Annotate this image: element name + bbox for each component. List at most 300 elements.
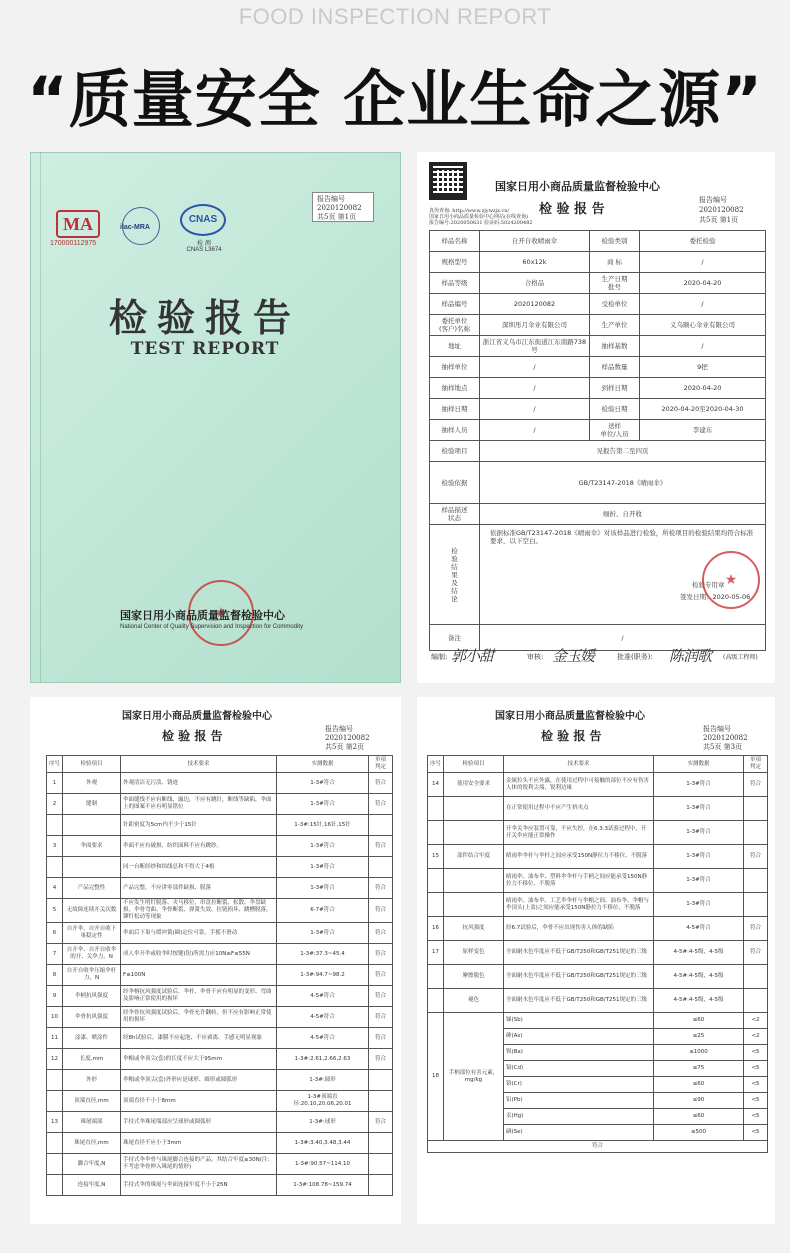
- cover-box-line: 2020120082: [317, 204, 362, 212]
- table-cell: <5: [744, 1093, 768, 1109]
- table-row: [428, 965, 768, 989]
- table-cell: 手持式伞珠尾端部应呈球形或圆弧形: [121, 1112, 277, 1133]
- table-cell: ≤75: [654, 1061, 744, 1077]
- cell-value: /: [480, 420, 590, 441]
- table-cell: 镉(Cd): [504, 1061, 654, 1077]
- table-row: [428, 989, 768, 1013]
- table-cell: 砷(As): [504, 1029, 654, 1045]
- table-cell: <5: [744, 1109, 768, 1125]
- table-cell: 4-5#符合: [277, 1007, 369, 1028]
- table-row: [430, 357, 766, 378]
- cell-label: 检 验 结 果 及 结 论: [430, 525, 480, 625]
- table-cell: 1-3#顶端直径:20.10,20.06,20.01: [277, 1091, 369, 1112]
- table-cell: 脚合牢度,N: [63, 1154, 121, 1175]
- table-cell: 1-3#:108.78~159.74: [277, 1175, 369, 1196]
- table-cell: 晴雨伞伞杆与伞杆之间应承受150N静拉力不移位、不脱落: [504, 845, 654, 869]
- table-cell: 符合: [369, 986, 393, 1007]
- table-cell: [369, 1154, 393, 1175]
- table-cell: 符合: [369, 944, 393, 965]
- cell-value: 2020-04-20: [640, 273, 766, 294]
- cell-value: /: [480, 399, 590, 420]
- table-cell: 缝制: [63, 794, 121, 815]
- table-cell: 晴雨伞、油布伞、塑料伞伞杆与手柄之间应能承受150N静拉力不移位、不脱落: [504, 869, 654, 893]
- table-cell: 手柄部位有害元素，mg/kg: [444, 1013, 504, 1141]
- table-cell: 抗风强度: [444, 917, 504, 941]
- table-row: [47, 1154, 393, 1175]
- table-cell: <5: [744, 1077, 768, 1093]
- table-cell: 符合: [369, 1049, 393, 1070]
- table-cell: 6: [47, 923, 63, 944]
- cell-value: 9把: [640, 357, 766, 378]
- page2-results-table: [46, 755, 393, 1196]
- table-cell: 在正常使用过程中不应产生挤夹点: [504, 797, 654, 821]
- ilac-text: ilac-MRA: [120, 224, 150, 231]
- table-cell: 1-3#:圆形: [277, 1070, 369, 1091]
- table-row: [47, 986, 393, 1007]
- table-row: [47, 773, 393, 794]
- table-cell: 7: [47, 944, 63, 965]
- report-page-1: [417, 152, 775, 683]
- cell-value: 见报告第二至四页: [480, 441, 766, 462]
- table-cell: 钡(Ba): [504, 1045, 654, 1061]
- table-cell: 外形: [63, 1070, 121, 1091]
- table-cell: [444, 893, 504, 917]
- slogan-heading: “质量安全 企业生命之源”: [26, 63, 764, 136]
- table-cell: 符合: [744, 773, 768, 797]
- table-row: [47, 1133, 393, 1154]
- cell-value: /: [640, 294, 766, 315]
- table-cell: <5: [744, 1061, 768, 1077]
- table-cell: 1-3#:2.61,2.66,2.63: [277, 1049, 369, 1070]
- table-cell: 符合: [369, 1007, 393, 1028]
- table-cell: [369, 815, 393, 836]
- table-cell: 1-3#:94.7~98.2: [277, 965, 369, 986]
- cnas-sub: 检 测 CNAS L3674: [186, 241, 222, 253]
- table-cell: 同一台断经纱和纬线总和不得大于4根: [121, 857, 277, 878]
- table-cell: [369, 1091, 393, 1112]
- cell-label: 样品数量: [590, 357, 640, 378]
- page3-page-info: 共5页 第3页: [703, 743, 743, 751]
- table-cell: ≤25: [654, 1029, 744, 1045]
- cell-value: /: [640, 252, 766, 273]
- table-row: [430, 294, 766, 315]
- table-cell: 4-5#:4-5级，4-5级: [654, 941, 744, 965]
- table-cell: 符合: [369, 878, 393, 899]
- approver-label: 批准(职务):: [617, 653, 653, 661]
- table-cell: 10: [47, 1007, 63, 1028]
- table-cell: 15: [428, 845, 444, 869]
- table-header-cell: 序号: [47, 756, 63, 773]
- table-cell: 1-3#:37.3~45.4: [277, 944, 369, 965]
- table-cell: 1-3#符合: [277, 857, 369, 878]
- table-cell: 顶端直径不小于8mm: [121, 1091, 277, 1112]
- table-cell: 珠尾端部: [63, 1112, 121, 1133]
- cell-label: 样品编号: [430, 294, 480, 315]
- conclusion-cell: [480, 525, 766, 625]
- table-row: [430, 504, 766, 525]
- cell-value: /: [480, 625, 766, 651]
- table-cell: [63, 815, 121, 836]
- table-cell: 部件结合牢度: [444, 845, 504, 869]
- table-cell: 伞面后下巢与缓冲簧(圈)定位可靠，手摇不滑动: [121, 923, 277, 944]
- page1-report-no: 2020120082: [699, 206, 744, 214]
- table-cell: 4-5#:4-5级，4-5级: [654, 989, 744, 1013]
- table-cell: 1-3#:90.57~114.10: [277, 1154, 369, 1175]
- table-cell: 符合: [369, 1112, 393, 1133]
- page1-org: 国家日用小商品质量监督检验中心: [495, 180, 660, 193]
- table-header-cell: 技术要求: [504, 756, 654, 773]
- table-cell: 符合: [369, 965, 393, 986]
- table-cell: [428, 965, 444, 989]
- table-cell: 13: [47, 1112, 63, 1133]
- table-row: [430, 378, 766, 399]
- table-cell: 经伞骨抗风强度试验后，伞骨允许翻转，但不应有影响正常使用的损坏: [121, 1007, 277, 1028]
- cell-value: 李建东: [640, 420, 766, 441]
- table-cell: 4: [47, 878, 63, 899]
- table-row: [47, 815, 393, 836]
- cell-label: 检验依据: [430, 462, 480, 504]
- table-cell: 针距密度为5cm内不少于15针: [121, 815, 277, 836]
- table-cell: [47, 1154, 63, 1175]
- table-cell: 产品完整，不应讲零部件缺损、脱落: [121, 878, 277, 899]
- table-cell: 经6.7试验后，伞骨不应出现伤害人体的缺陷: [504, 917, 654, 941]
- table-cell: 符合: [369, 899, 393, 923]
- table-row: [47, 1175, 393, 1196]
- table-row: [428, 845, 768, 869]
- cell-label: 规格型号: [430, 252, 480, 273]
- page2-title: 检 验 报 告: [162, 729, 223, 743]
- cell-label: 抽样日期: [430, 399, 480, 420]
- cell-value: 2020-04-20: [640, 378, 766, 399]
- table-header-cell: 检验项目: [444, 756, 504, 773]
- table-row: [47, 878, 393, 899]
- page1-info-table: [429, 230, 766, 651]
- page1-title: 检 验 报 告: [539, 202, 605, 217]
- table-row: [430, 315, 766, 336]
- reviewer-signature: 金玉媛: [552, 647, 595, 665]
- table-cell: 2: [47, 794, 63, 815]
- table-cell: [428, 893, 444, 917]
- table-cell: 16: [428, 917, 444, 941]
- table-row: [428, 917, 768, 941]
- cma-logo: MA: [56, 210, 100, 238]
- cell-value: 60x12k: [480, 252, 590, 273]
- table-cell: 1-3#符合: [277, 794, 369, 815]
- compiler-label: 编制:: [431, 653, 448, 661]
- table-cell: 伞面缝线不应有断线、露边，不应有跳针，断线等缺陷，伞面上的图案不应有明显错位: [121, 794, 277, 815]
- cell-value: 细折、自开收: [480, 504, 766, 525]
- table-row: [47, 899, 393, 923]
- table-cell: 14: [428, 773, 444, 797]
- table-cell: [47, 1175, 63, 1196]
- table-cell: 珠尾直径不应小于3mm: [121, 1133, 277, 1154]
- table-row: [47, 794, 393, 815]
- table-cell: 符合: [369, 923, 393, 944]
- cell-label: 到样日期: [590, 378, 640, 399]
- table-row: [428, 893, 768, 917]
- cell-label: 生产日期 批号: [590, 273, 640, 294]
- table-header-cell: 单项 判定: [744, 756, 768, 773]
- page1-page-info: 共5页 第1页: [699, 216, 739, 224]
- table-cell: [744, 893, 768, 917]
- cell-value: 深圳彤月伞业有限公司: [480, 315, 590, 336]
- table-cell: 汞(Hg): [504, 1109, 654, 1125]
- table-row: [428, 941, 768, 965]
- table-cell: 自开伞、自开自收伞的开、关伞力，N: [63, 944, 121, 965]
- table-cell: 1: [47, 773, 63, 794]
- table-cell: 3: [47, 836, 63, 857]
- table-cell: [428, 821, 444, 845]
- approver-title: (高级工程师): [723, 654, 758, 661]
- table-cell: 伞帽或伞顶尖(套)的长度不应大于95mm: [121, 1049, 277, 1070]
- table-row: [47, 1007, 393, 1028]
- table-cell: 4-5#:4-5级，4-5级: [654, 965, 744, 989]
- table-cell: 铬(Cr): [504, 1077, 654, 1093]
- cover-org-english: National Center of Quality Supervision and Inspection for Commodity: [120, 624, 304, 630]
- cell-label: 地址: [430, 336, 480, 357]
- cover-subtitle: TEST REPORT: [130, 339, 280, 359]
- reviewer-label: 审核:: [527, 653, 544, 661]
- table-cell: 符合: [744, 845, 768, 869]
- table-cell: ≤500: [654, 1125, 744, 1141]
- table-cell: ≤60: [654, 1109, 744, 1125]
- table-cell: 不应发生明钉脱落、夹马移位，串盘拉断裂、松散、伞盘缺损、伞骨弯曲、伞骨断裂、弹簧失效、拉链损坏、跳槽脱落，铆钉松动等现象: [121, 899, 277, 923]
- table-cell: 伞柄抗风强度: [63, 986, 121, 1007]
- cell-label: 受检单位: [590, 294, 640, 315]
- table-row: [47, 1049, 393, 1070]
- table-header-cell: 实测数据: [654, 756, 744, 773]
- table-cell: 12: [47, 1049, 63, 1070]
- table-cell: 1-3#:球形: [277, 1112, 369, 1133]
- table-cell: 4-5#符合: [277, 1028, 369, 1049]
- table-cell: 1-3#符合: [654, 893, 744, 917]
- table-cell: [444, 869, 504, 893]
- table-cell: [444, 797, 504, 821]
- table-cell: 自开伞、自开自收下巢稳定性: [63, 923, 121, 944]
- table-cell: 金属拉头不应外露，在使用过程中可接触的部位不应有伤害人体的锐利尖端，锐利边缘: [504, 773, 654, 797]
- cell-label: 检验日期: [590, 399, 640, 420]
- cover-report-number-box: [312, 192, 374, 222]
- table-cell: 符合: [428, 1141, 768, 1153]
- table-cell: 1-3#符合: [654, 821, 744, 845]
- cover-title: 检验报告: [108, 295, 301, 340]
- table-cell: 6-7#符合: [277, 899, 369, 923]
- table-cell: 晴雨伞、油布伞、工艺伞伞杆与伞帽之间、油布伞、伞帽与伞顶头(上盖)之间应能承受150N静拉力不移位、不脱落: [504, 893, 654, 917]
- table-row: [428, 869, 768, 893]
- table-row: [47, 836, 393, 857]
- table-cell: 使用安全要求: [444, 773, 504, 797]
- table-row: [428, 821, 768, 845]
- table-cell: [428, 869, 444, 893]
- table-cell: ≤60: [654, 1077, 744, 1093]
- table-cell: 符合: [369, 1028, 393, 1049]
- table-cell: 符合: [369, 836, 393, 857]
- table-cell: 1-3#符合: [654, 869, 744, 893]
- table-cell: 全面耐水色牢度应不低于GB/T250和GB/T251规定的三级: [504, 965, 654, 989]
- table-header-cell: 实测数据: [277, 756, 369, 773]
- table-cell: 符合: [744, 917, 768, 941]
- table-cell: 1-3#符合: [277, 773, 369, 794]
- table-row: [47, 1112, 393, 1133]
- table-row: [430, 252, 766, 273]
- table-cell: 经8h试验后，漆膜不应起泡、不应剥离、手感无明显现象: [121, 1028, 277, 1049]
- table-cell: 涂漆、喷涂件: [63, 1028, 121, 1049]
- cell-value: 2020-04-20至2020-04-30: [640, 399, 766, 420]
- cell-label: 抽样单位: [430, 357, 480, 378]
- table-row: [428, 1013, 768, 1029]
- table-cell: 经伞柄抗风强度试验后，伞杆、伞骨不应有明显的变形、弯曲及影响正常使用的损坏: [121, 986, 277, 1007]
- page3-org: 国家日用小商品质量监督检验中心: [495, 711, 645, 722]
- table-cell: 原样变色: [444, 941, 504, 965]
- table-cell: 铅(Pb): [504, 1093, 654, 1109]
- table-row: [430, 231, 766, 252]
- cell-value: 委托检验: [640, 231, 766, 252]
- table-cell: 1-3#符合: [277, 836, 369, 857]
- cell-label: 样品名称: [430, 231, 480, 252]
- table-row: [428, 1141, 768, 1153]
- page2-report-no-label: 报告编号: [325, 725, 353, 733]
- table-cell: <2: [744, 1029, 768, 1045]
- table-cell: [369, 857, 393, 878]
- table-row: [428, 773, 768, 797]
- cell-label: 备注: [430, 625, 480, 651]
- table-cell: 褪色: [444, 989, 504, 1013]
- table-cell: 1-3#符合: [277, 878, 369, 899]
- cell-label: 商 标: [590, 252, 640, 273]
- report-cover: [30, 152, 401, 683]
- table-cell: 伞骨抗风强度: [63, 1007, 121, 1028]
- table-cell: 连接牢度,N: [63, 1175, 121, 1196]
- table-cell: 顶端直径,mm: [63, 1091, 121, 1112]
- table-cell: 珠尾直径,mm: [63, 1133, 121, 1154]
- table-cell: 产品完整性: [63, 878, 121, 899]
- cell-label: 检验项目: [430, 441, 480, 462]
- table-cell: 18: [428, 1013, 444, 1141]
- table-cell: ≤90: [654, 1093, 744, 1109]
- cell-value: /: [640, 336, 766, 357]
- table-cell: [47, 1070, 63, 1091]
- table-row: [430, 462, 766, 504]
- table-cell: 自开自收伞压缩伞杆力，N: [63, 965, 121, 986]
- table-cell: 1-3#符合: [654, 797, 744, 821]
- table-cell: [47, 1133, 63, 1154]
- table-cell: [47, 1091, 63, 1112]
- page1-report-no-label: 报告编号: [699, 196, 727, 204]
- compiler-signature: 郭小甜: [451, 647, 494, 665]
- cover-org-name: 国家日用小商品质量监督检验中心: [120, 609, 285, 622]
- page1-qr-note: 真伪查询: http://www.zjywzjx.cn/: [429, 208, 510, 214]
- approver-signature: 陈润歌: [669, 647, 712, 665]
- table-row: [428, 797, 768, 821]
- table-row: [47, 1070, 393, 1091]
- cma-number: 170000112975: [50, 240, 97, 247]
- table-cell: 5: [47, 899, 63, 923]
- table-header-cell: 技术要求: [121, 756, 277, 773]
- red-seal-icon: [702, 551, 760, 609]
- table-row: [430, 420, 766, 441]
- page3-title: 检 验 报 告: [541, 729, 602, 743]
- table-cell: 11: [47, 1028, 63, 1049]
- table-cell: 17: [428, 941, 444, 965]
- table-cell: <5: [744, 1045, 768, 1061]
- table-cell: [744, 869, 768, 893]
- table-cell: 伞帽或伞顶尖(套)外形应是球形、圆形或圆弧形: [121, 1070, 277, 1091]
- table-cell: F≤100N: [121, 965, 277, 986]
- table-cell: 伞面不应有破损、纺织面料不应有跳纱。: [121, 836, 277, 857]
- table-cell: 1-3#:15针,16针,15针: [277, 815, 369, 836]
- table-cell: [63, 857, 121, 878]
- page3-results-table: [427, 755, 768, 1153]
- page1-qr-note: 国家日用小商品质量检验中心网站(在线查询): [429, 214, 528, 220]
- table-cell: 全面耐水色牢度应不低于GB/T250和GB/T251规定的三级: [504, 941, 654, 965]
- table-row: [47, 1091, 393, 1112]
- table-cell: 成人伞开伞或收伞时按键(钮)所需力应10N≤F≤55N: [121, 944, 277, 965]
- table-cell: [428, 989, 444, 1013]
- cell-label: 样品等级: [430, 273, 480, 294]
- page2-page-info: 共5页 第2页: [325, 743, 365, 751]
- table-cell: [47, 857, 63, 878]
- cell-value: /: [480, 357, 590, 378]
- table-cell: [369, 1175, 393, 1196]
- table-row: [47, 923, 393, 944]
- table-cell: 全面耐水色牢度应不低于GB/T250和GB/T251规定的三级: [504, 989, 654, 1013]
- table-cell: 1-3#:3.40,3.48,3.44: [277, 1133, 369, 1154]
- conclusion-text: 依据标准GB/T23147-2018《晴雨伞》对该样品进行检验，所检项目的检验结果均符合标准要求，以下空白。: [490, 529, 754, 545]
- cell-label: 检验类别: [590, 231, 640, 252]
- table-row: [47, 1028, 393, 1049]
- table-cell: 1-3#符合: [654, 773, 744, 797]
- table-cell: <5: [744, 1125, 768, 1141]
- conclusion-stamp-text: 检验专用章: [692, 581, 725, 589]
- table-cell: 符合: [369, 773, 393, 794]
- table-row: [430, 441, 766, 462]
- cell-label: 生产单位: [590, 315, 640, 336]
- table-cell: 开伞关伞应装置可靠，不应失控，在6.3.3试验过程中，开开关伞应能正常操作: [504, 821, 654, 845]
- page1-qr-note: 报告编号:2020050631 验证码:5024200482: [429, 220, 533, 226]
- table-cell: [444, 821, 504, 845]
- table-cell: [744, 797, 768, 821]
- cover-fold-line: [40, 152, 41, 683]
- table-cell: [369, 1133, 393, 1154]
- cover-box-line: 报告编号: [317, 195, 345, 203]
- cell-value: GB/T23147-2018《晴雨伞》: [480, 462, 766, 504]
- table-cell: 摩擦脱色: [444, 965, 504, 989]
- table-cell: 锑(Sb): [504, 1013, 654, 1029]
- cell-value: 2020120082: [480, 294, 590, 315]
- table-cell: ≤1000: [654, 1045, 744, 1061]
- table-cell: [744, 965, 768, 989]
- table-header-row: [47, 756, 393, 773]
- table-cell: [369, 1070, 393, 1091]
- table-cell: [744, 821, 768, 845]
- table-cell: 外观: [63, 773, 121, 794]
- cnas-logo: CNAS: [180, 204, 226, 236]
- page2-org: 国家日用小商品质量监督检验中心: [122, 711, 272, 722]
- table-cell: 1-3#符合: [277, 923, 369, 944]
- report-page-2: [30, 697, 401, 1224]
- table-row: [430, 525, 766, 625]
- cell-label: 抽样人员: [430, 420, 480, 441]
- top-label: FOOD INSPECTION REPORT: [238, 4, 552, 29]
- table-cell: 硒(Se): [504, 1125, 654, 1141]
- page2-report-no: 2020120082: [325, 734, 370, 742]
- table-row: [430, 336, 766, 357]
- page3-report-no: 2020120082: [703, 734, 748, 742]
- issue-date: 签发日期：2020-05-06: [680, 593, 751, 601]
- table-header-cell: 单项 判定: [369, 756, 393, 773]
- table-cell: ≤60: [654, 1013, 744, 1029]
- cell-label: 委托单位 (客户)名称: [430, 315, 480, 336]
